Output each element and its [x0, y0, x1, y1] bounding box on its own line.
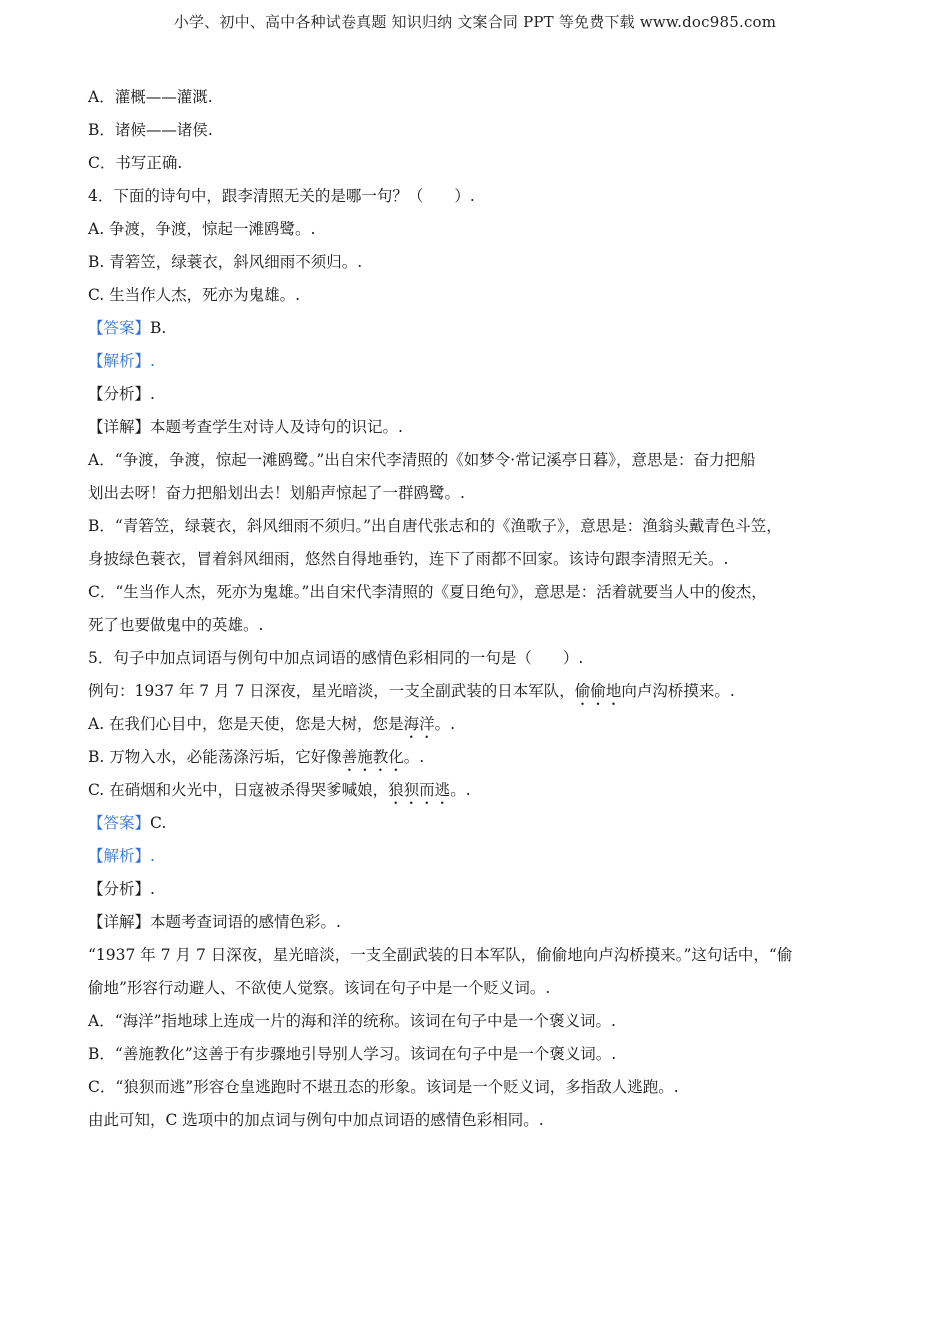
explanation-text: 偷地”形容行动避人、不欲使人觉察。该词在句子中是一个贬义词。. [88, 979, 551, 997]
explanation-b: B．“善施教化”这善于有步骤地引导别人学习。该词在句子中是一个褒义词。. [88, 1045, 617, 1063]
question-4-option-b: B. 青箬笠，绿蓑衣，斜风细雨不须归。. [88, 253, 363, 271]
explanation-text: 划出去呀！奋力把船划出去！划船声惊起了一群鸥鹭。. [88, 484, 465, 502]
explanation-a [88, 449, 868, 504]
option-line: A．灌概——灌溉. [88, 88, 213, 106]
document-body [88, 86, 868, 1142]
text-segment: 例句：1937 年 7 月 7 日深夜，星光暗淡，一支全副武装的日本军队， [88, 682, 575, 700]
question-5: 5．句子中加点词语与例句中加点词语的感情色彩相同的一句是（ ）. [88, 649, 584, 667]
example-sentence [88, 680, 868, 702]
dotted-word: 狼狈而逃 [388, 781, 451, 799]
explanation-text: B．“青箬笠，绿蓑衣，斜风细雨不须归。”出自唐代张志和的《渔歌子》，意思是：渔翁头戴青色斗笠， [88, 517, 782, 535]
question-4-option-a: A. 争渡，争渡，惊起一滩鸥鹭。. [88, 220, 316, 238]
page-header: 小学、初中、高中各种试卷真题 知识归纳 文案合同 PPT 等免费下载 www.doc985.com [173, 13, 777, 31]
explanation-text: 死了也要做鬼中的英雄。. [88, 616, 264, 634]
text-segment: C. 在硝烟和火光中，日寇被杀得哭爹喊娘， [88, 781, 389, 799]
answer-value: C. [150, 814, 167, 832]
text-segment: B. 万物入水，必能荡涤污垢，它好像 [88, 748, 342, 766]
option-line: B．诸候——诸侯. [88, 121, 213, 139]
detail-line: 【详解】本题考查学生对诗人及诗句的识记。. [88, 418, 403, 436]
answer-value: B. [150, 319, 167, 337]
answer-line [88, 317, 868, 339]
text-segment: A. 在我们心目中，您是天使，您是大树，您是 [88, 715, 404, 733]
text-segment: 向卢沟桥摸来。. [621, 682, 735, 700]
text-segment: 。. [450, 781, 471, 799]
explanation-c: C．“狼狈而逃”形容仓皇逃跑时不堪丑态的形象。该词是一个贬义词，多指敌人逃跑。. [88, 1078, 679, 1096]
detail-line: 【详解】本题考查词语的感情色彩。. [88, 913, 341, 931]
explanation-example [88, 944, 868, 999]
answer-tag: 【答案】 [88, 319, 151, 337]
explanation-c [88, 581, 868, 636]
explanation-text: C．“生当作人杰，死亦为鬼雄。”出自宋代李清照的《夏日绝句》，意思是：活着就要当人中的俊杰， [88, 583, 767, 601]
analysis-tag: 【解析】. [88, 847, 155, 865]
text-segment: 。. [434, 715, 456, 733]
fenxi-line: 【分析】. [88, 880, 155, 898]
answer-tag: 【答案】 [88, 814, 151, 832]
explanation-text: A．“争渡，争渡，惊起一滩鸥鹭。”出自宋代李清照的《如梦令·常记溪亭日暮》，意思是：奋力把船 [88, 451, 756, 469]
explanation-b [88, 515, 868, 570]
explanation-text: “1937 年 7 月 7 日深夜，星光暗淡，一支全副武装的日本军队，偷偷地向卢沟桥摸来。”这句话中，“偷 [88, 946, 793, 964]
explanation-a: A．“海洋”指地球上连成一片的海和洋的统称。该词在句子中是一个褒义词。. [88, 1012, 616, 1030]
question-4-option-c: C. 生当作人杰，死亦为鬼雄。. [88, 286, 301, 304]
question-4: 4．下面的诗句中，跟李清照无关的是哪一句？（ ）. [88, 187, 475, 205]
analysis-tag: 【解析】. [88, 352, 155, 370]
question-5-option-b [88, 746, 868, 768]
dotted-word: 海洋 [403, 715, 435, 733]
explanation-text: 身披绿色蓑衣，冒着斜风细雨，悠然自得地垂钓，连下了雨都不回家。该诗句跟李清照无关。. [88, 550, 729, 568]
question-5-option-a [88, 713, 868, 735]
dotted-word: 偷偷地 [574, 682, 622, 700]
dotted-word: 善施教化 [341, 748, 404, 766]
fenxi-line: 【分析】. [88, 385, 155, 403]
answer-line [88, 812, 868, 834]
text-segment: 。. [403, 748, 425, 766]
conclusion: 由此可知，C 选项中的加点词与例句中加点词语的感情色彩相同。. [88, 1111, 544, 1129]
option-line: C．书写正确. [88, 154, 183, 172]
question-5-option-c [88, 779, 868, 801]
